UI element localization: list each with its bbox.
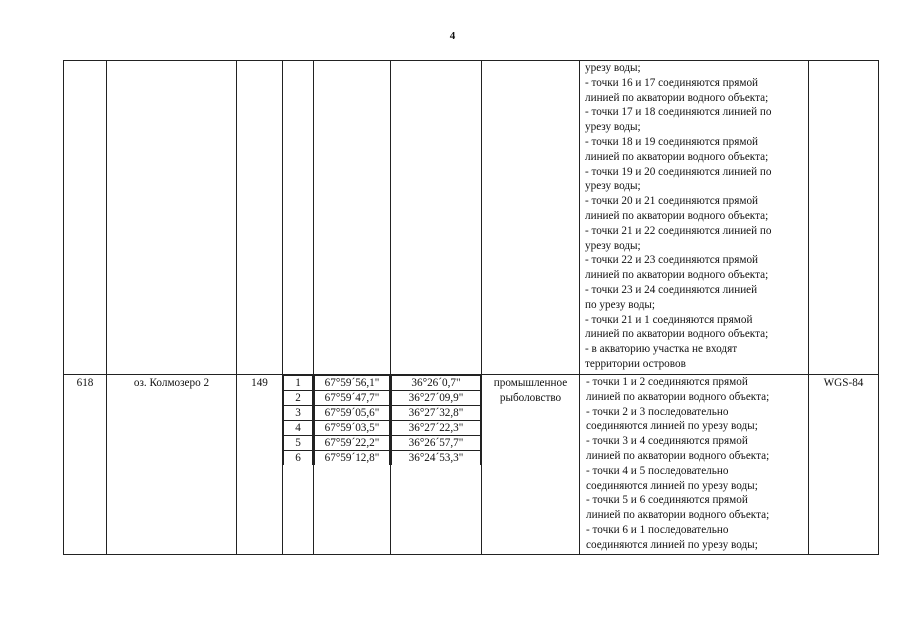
description-line: линией по акватории водного объекта; xyxy=(585,150,769,163)
longitude-value: 36°27´22,3" xyxy=(392,421,481,436)
description-line: - точки 4 и 5 последовательно xyxy=(586,464,729,477)
empty-cell xyxy=(809,61,879,375)
description-line: урезу воды; xyxy=(585,121,641,134)
boundary-description xyxy=(580,375,809,555)
description-line: линией по акватории водного объекта; xyxy=(586,390,770,403)
latitude-value: 67°59´22,2" xyxy=(315,436,390,451)
water-body-name: оз. Колмозеро 2 xyxy=(107,375,237,555)
description-line: - точки 22 и 23 соединяются прямой xyxy=(585,254,759,267)
description-line: линией по акватории водного объекта; xyxy=(585,209,769,222)
row-number: 618 xyxy=(64,375,107,555)
longitude-value: 36°26´57,7" xyxy=(392,436,481,451)
description-line: линией по акватории водного объекта; xyxy=(585,269,769,282)
latitudes xyxy=(314,375,391,555)
description-line: - точки 19 и 20 соединяются линией по xyxy=(585,165,772,178)
latitude-value: 67°59´12,8" xyxy=(315,451,390,466)
empty-cell xyxy=(482,61,580,375)
latitude-value: 67°59´56,1" xyxy=(315,376,390,391)
description-line: соединяются линией по урезу воды; xyxy=(586,479,758,492)
description-line: - точки 21 и 22 соединяются линией по xyxy=(585,224,772,237)
empty-cell xyxy=(107,61,237,375)
empty-cell xyxy=(314,61,391,375)
latitude-value: 67°59´05,6" xyxy=(315,406,390,421)
description-line: урезу воды; xyxy=(585,239,641,252)
point-number: 2 xyxy=(284,391,313,406)
description-line: - точки 5 и 6 соединяются прямой xyxy=(586,494,748,507)
point-number: 4 xyxy=(284,421,313,436)
description-line: урезу воды; xyxy=(585,180,641,193)
description-line: соединяются линией по урезу воды; xyxy=(586,420,758,433)
page-number: 4 xyxy=(449,30,456,42)
description-line: - точки 16 и 17 соединяются прямой xyxy=(585,76,759,89)
continued-boundary-description xyxy=(580,61,809,375)
area-value: 149 xyxy=(237,375,283,555)
description-line: - точки 6 и 1 последовательно xyxy=(586,523,729,536)
continuation-row xyxy=(64,61,879,375)
table-row xyxy=(64,375,879,555)
point-number: 3 xyxy=(284,406,313,421)
description-line: - точки 18 и 19 соединяются прямой xyxy=(585,135,759,148)
description-line: линией по акватории водного объекта; xyxy=(586,449,770,462)
point-number: 6 xyxy=(284,451,313,466)
empty-cell xyxy=(237,61,283,375)
description-line: - в акваторию участка не входят xyxy=(585,343,738,356)
description-line: линией по акватории водного объекта; xyxy=(585,328,769,341)
description-line: - точки 21 и 1 соединяются прямой xyxy=(585,313,753,326)
longitude-value: 36°24´53,3" xyxy=(392,451,481,466)
longitude-value: 36°27´09,9" xyxy=(392,391,481,406)
description-line: урезу воды; xyxy=(585,62,641,74)
longitude-value: 36°27´32,8" xyxy=(392,406,481,421)
description-line: линией по акватории водного объекта; xyxy=(586,509,770,522)
description-line: - точки 17 и 18 соединяются линией по xyxy=(585,106,772,119)
description-line: - точки 3 и 4 соединяются прямой xyxy=(586,435,748,448)
longitudes xyxy=(391,375,482,555)
empty-cell xyxy=(283,61,314,375)
description-line: соединяются линией по урезу воды; xyxy=(586,538,758,551)
point-numbers xyxy=(283,375,314,555)
description-line: по урезу воды; xyxy=(585,298,656,311)
empty-cell xyxy=(391,61,482,375)
description-line: - точки 20 и 21 соединяются прямой xyxy=(585,195,759,208)
description-line: - точки 23 и 24 соединяются линией xyxy=(585,283,758,296)
point-number: 1 xyxy=(284,376,313,391)
description-line: - точки 1 и 2 соединяются прямой xyxy=(586,376,748,388)
usage-type: промышленное рыболовство xyxy=(482,375,580,555)
description-line: - точки 2 и 3 последовательно xyxy=(586,405,729,418)
fishing-areas-table xyxy=(63,60,879,555)
latitude-value: 67°59´03,5" xyxy=(315,421,390,436)
point-number: 5 xyxy=(284,436,313,451)
description-line: территории островов xyxy=(585,357,686,370)
empty-cell xyxy=(64,61,107,375)
longitude-value: 36°26´0,7" xyxy=(392,376,481,391)
description-line: линией по акватории водного объекта; xyxy=(585,91,769,104)
latitude-value: 67°59´47,7" xyxy=(315,391,390,406)
coordinate-system: WGS-84 xyxy=(809,375,879,555)
